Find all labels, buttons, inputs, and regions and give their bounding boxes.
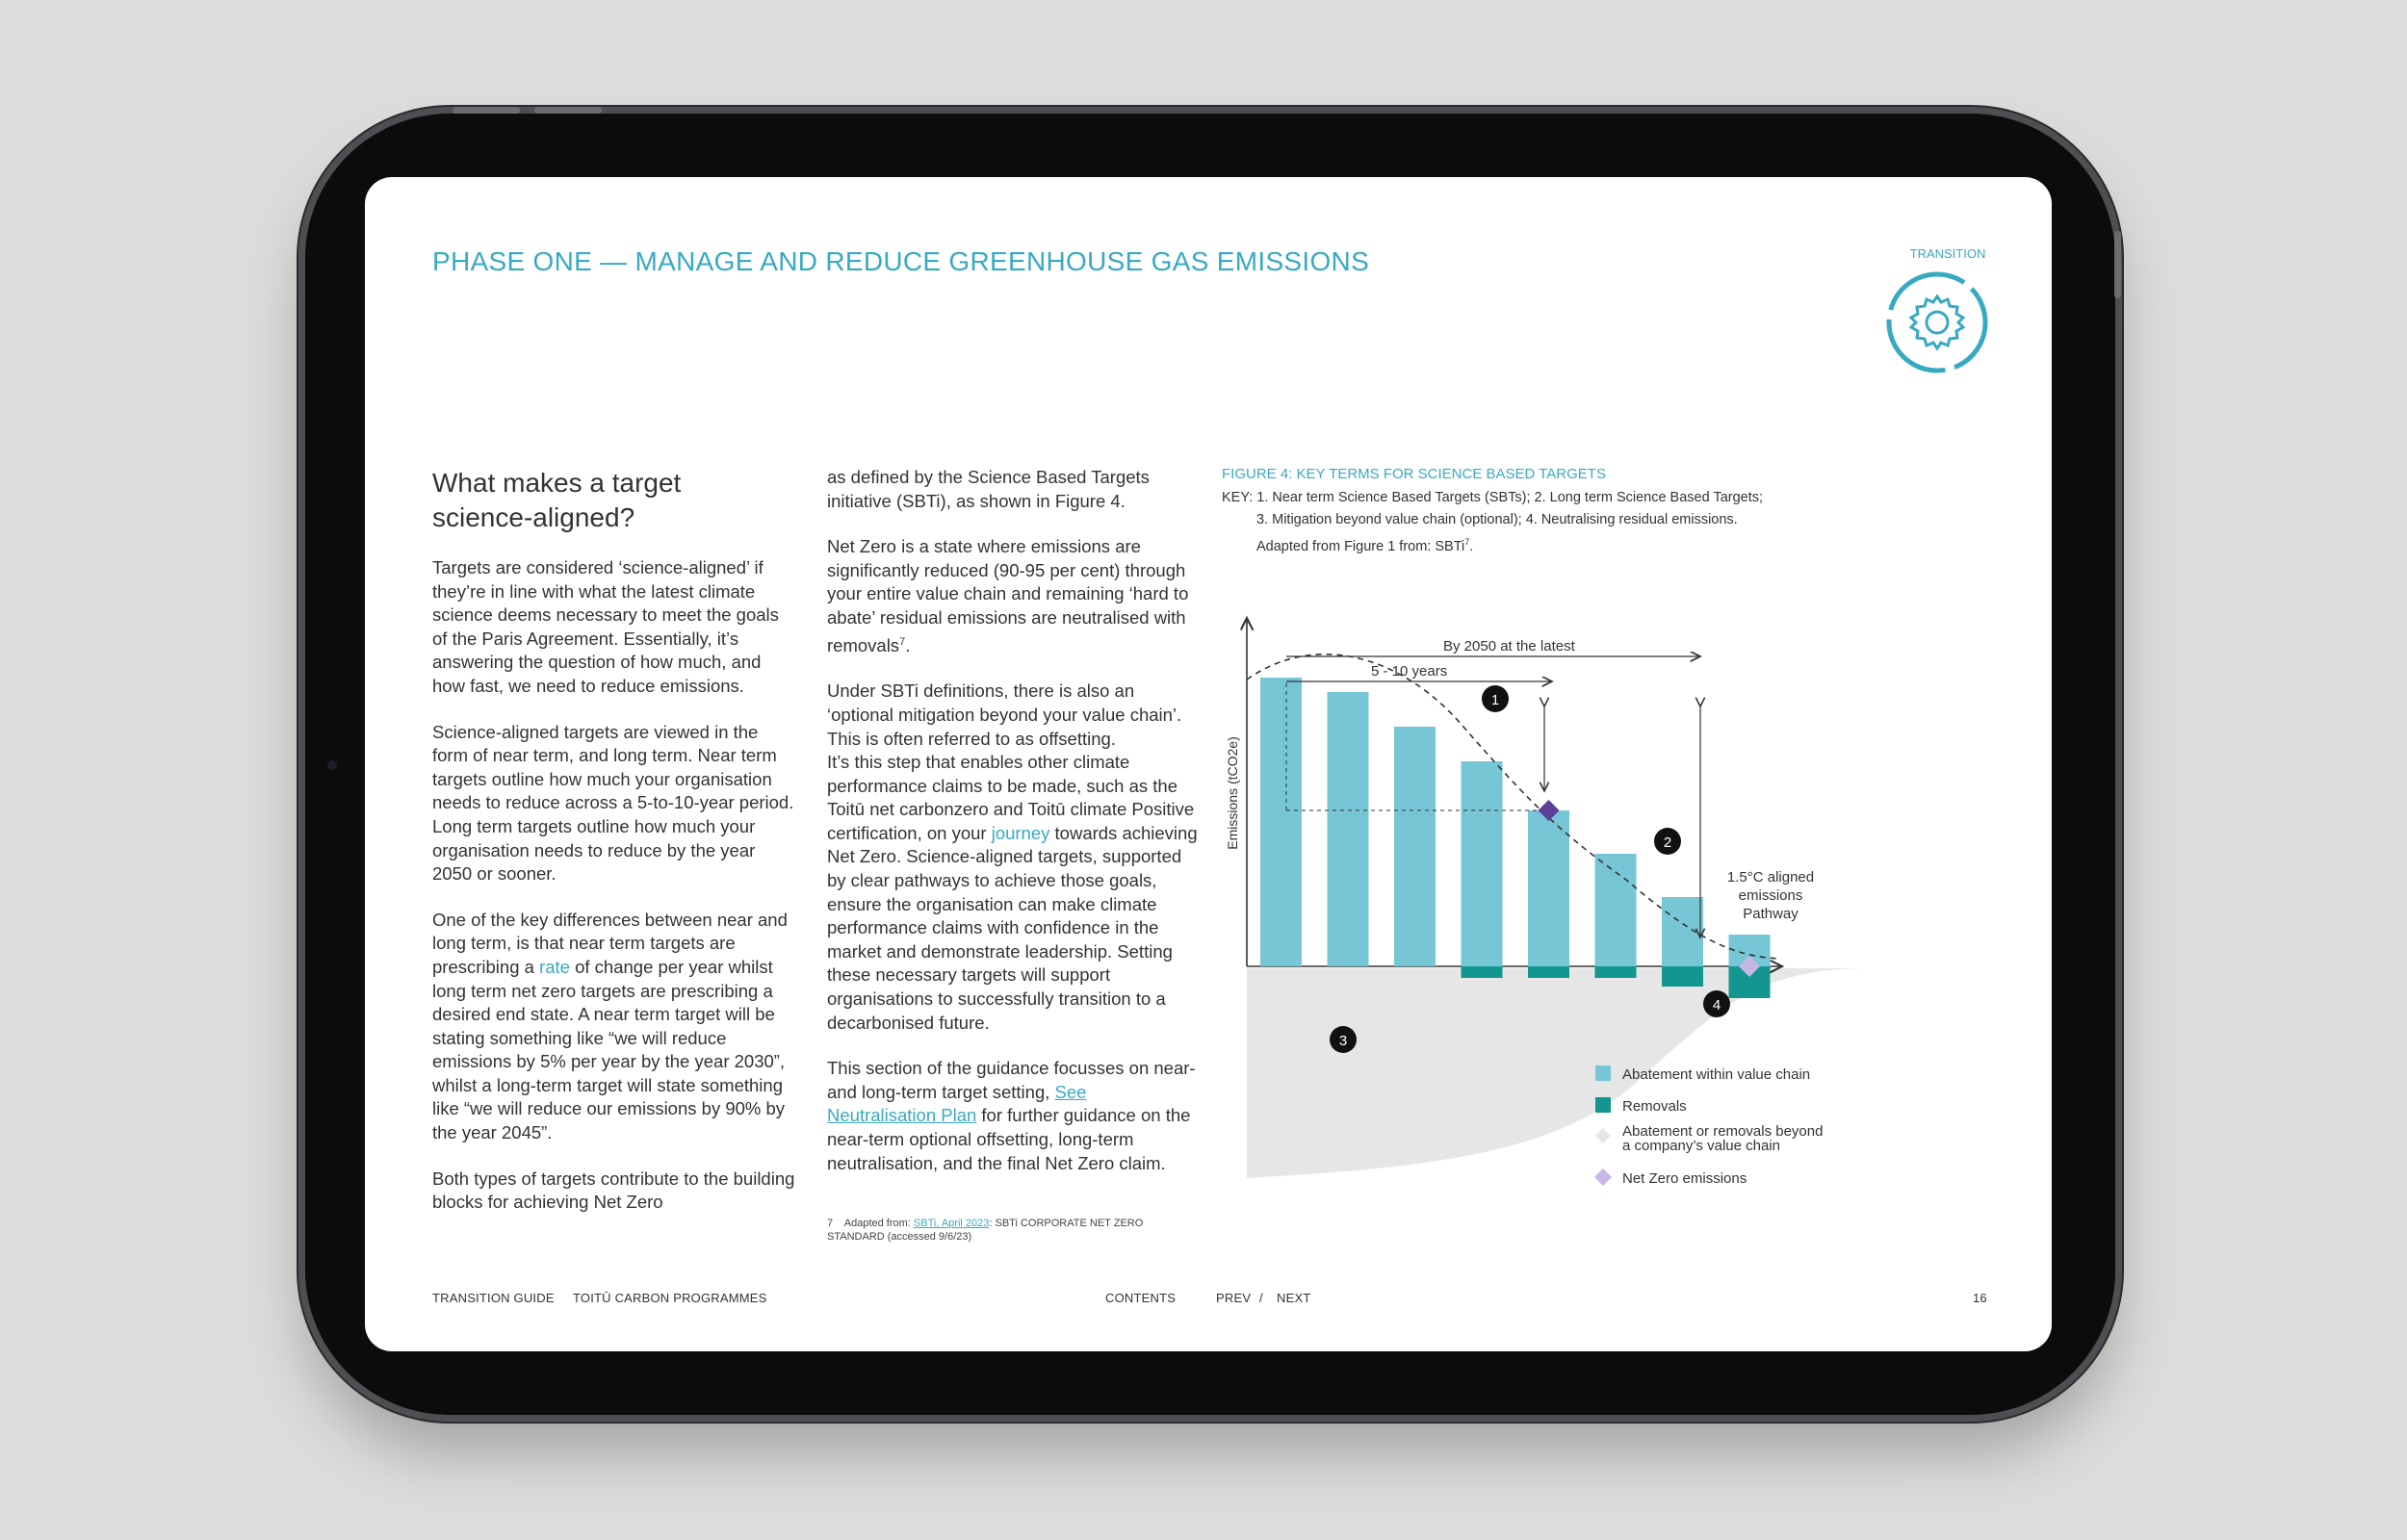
paragraph (827, 1057, 1198, 1175)
bar-removals-6 (1595, 966, 1637, 978)
key-line-3-text: Adapted from Figure 1 from: SBTi (1256, 538, 1465, 554)
legend-label-beyond-1: Abatement or removals beyond (1622, 1123, 1824, 1140)
paragraph: Targets are considered ‘science-aligned’ if they’re in line with what the latest climate science deems necessary to meet the goals of the Paris Agreement. Essentially, it’s answering the question of how much, and how fast, we need to reduce emissions. (432, 557, 779, 696)
key-line-1: KEY: 1. Near term Science Based Targets (SBTs); 2. Long term Science Based Targets; (1222, 490, 1764, 505)
near-term-label: 5 - 10 years (1371, 663, 1448, 680)
bar-abatement-4 (1462, 761, 1503, 966)
volume-button-bottom (534, 107, 602, 114)
svg-text:2: 2 (1663, 834, 1672, 851)
paragraph (827, 535, 1198, 657)
bar-removals-7 (1662, 966, 1703, 987)
legend-label-beyond-2: a company’s value chain (1622, 1138, 1780, 1154)
legend-swatch-abatement (1595, 1065, 1611, 1081)
pathway-label-line-1: 1.5°C aligned (1726, 869, 1815, 886)
transition-gear-icon[interactable] (1884, 270, 1990, 375)
pathway-label-line-3: Pathway (1743, 906, 1799, 922)
marker-1 (1482, 685, 1509, 712)
svg-text:3: 3 (1338, 1033, 1348, 1049)
legend-label-net-zero: Net Zero emissions (1622, 1170, 1747, 1187)
paragraph (432, 909, 798, 1145)
key-line-3 (1222, 531, 1857, 558)
footer-guide-title: TRANSITION GUIDE (432, 1291, 555, 1305)
svg-text:1: 1 (1490, 692, 1500, 708)
paragraph: as defined by the Science Based Targets initiative (SBTi), as shown in Figure 4. (827, 467, 1150, 511)
figure-key (1222, 487, 1857, 558)
paragraph: Both types of targets contribute to the building blocks for achieving Net Zero (432, 1168, 795, 1213)
marker-3 (1330, 1026, 1357, 1053)
legend-label-removals: Removals (1622, 1098, 1687, 1115)
paragraph-text: Under SBTi definitions, there is also an ‘optional mitigation beyond your value chain’. This is often referred to as offsetting. (827, 680, 1182, 749)
contents-link[interactable]: CONTENTS (1105, 1291, 1177, 1305)
text-column-2 (827, 466, 1198, 1197)
footnote-ref: 7 (899, 635, 906, 648)
footnote-number: 7 (827, 1218, 834, 1229)
paragraph-text: . (905, 634, 911, 655)
emissions-chart (1212, 610, 2040, 1188)
footer-programmes: TOITŪ CARBON PROGRAMMES (573, 1291, 767, 1305)
sbti-source-link[interactable]: SBTi, April 2023 (913, 1218, 990, 1229)
bar-abatement-7 (1662, 897, 1703, 966)
heading-line-1: What makes a target (432, 468, 682, 498)
next-link[interactable]: NEXT (1277, 1291, 1311, 1305)
page-number: 16 (1973, 1291, 1987, 1305)
bar-abatement-6 (1595, 854, 1637, 966)
paragraph-text: This section of the guidance focusses on near- and long-term target setting, (827, 1058, 1196, 1102)
paragraph (827, 680, 1198, 1035)
camera-dot (327, 760, 337, 770)
footnote (827, 1217, 1193, 1244)
bar-abatement-2 (1328, 692, 1369, 966)
y-axis-label: Emissions (tCO2e) (1225, 736, 1240, 850)
key-footnote-ref: 7 (1464, 537, 1470, 547)
long-term-label: By 2050 at the latest (1443, 638, 1575, 654)
document-page (365, 177, 2052, 1351)
pathway-label-line-2: emissions (1738, 887, 1803, 904)
rate-link[interactable]: rate (539, 956, 570, 977)
prev-link[interactable]: PREV (1216, 1291, 1252, 1305)
key-line-3-end: . (1469, 538, 1474, 554)
bar-abatement-5 (1528, 810, 1569, 966)
heading-line-2: science-aligned? (432, 502, 635, 532)
figure-title: FIGURE 4: KEY TERMS FOR SCIENCE BASED TARGETS (1222, 466, 1606, 482)
legend-label-abatement: Abatement within value chain (1622, 1066, 1811, 1083)
volume-button-top (453, 107, 520, 114)
paragraph-text: of change per year whilst long term net zero targets are prescribing a desired end state. A near term target will be stating something like “we will reduce emissions by 5% per year by the year 2030”, whilst a long-term target will state something like “we will reduce our emissions by 90% by the year 2045”. (432, 956, 786, 1143)
nav-separator: / (1259, 1291, 1263, 1305)
text-column-1 (432, 466, 798, 1237)
bar-abatement-1 (1260, 678, 1302, 966)
legend-swatch-removals (1595, 1097, 1611, 1113)
section-heading (432, 466, 798, 535)
marker-2 (1654, 828, 1681, 855)
neutralisation-plan-link[interactable]: See Neutralisation Plan (827, 1081, 1087, 1126)
marker-4 (1703, 990, 1730, 1017)
power-button (2114, 231, 2121, 298)
paragraph-text: for further guidance on the near-term optional offsetting, long-term neutralisation, and the final Net Zero claim. (827, 1105, 1191, 1173)
paragraph-text: It’s this step that enables other climate performance claims to be made, such as the Toitū net carbonzero and Toitū climate Positive certification, on your (827, 752, 1195, 843)
paragraph-text: towards achieving Net Zero. Science-aligned targets, supported by clear pathways to achieve those goals, ensure the organisation can make climate performance claims with confidence in the market and demonstrate leadership. Setting these necessary targets will support organisations to successfully transition to a decarbonised future. (827, 822, 1198, 1033)
key-line-2: 3. Mitigation beyond value chain (optional); 4. Neutralising residual emissions. (1256, 512, 1738, 527)
footnote-text: : SBTi CORPORATE NET ZERO STANDARD (accessed 9/6/23) (827, 1218, 1144, 1243)
bar-removals-4 (1462, 966, 1503, 978)
legend-swatch-net-zero (1594, 1168, 1612, 1186)
bar-removals-5 (1528, 966, 1569, 978)
journey-link[interactable]: journey (991, 822, 1050, 843)
paragraph-text: One of the key differences between near and long term, is that near term targets are prescribing a (432, 909, 788, 977)
bar-abatement-3 (1394, 727, 1436, 966)
paragraph: Science-aligned targets are viewed in the form of near term, and long term. Near term targets outline how much your organisation needs to reduce across a 5-to-10-year period. Long term targets outline how much your organisation needs to reduce by the year 2050 or sooner. (432, 721, 794, 885)
page-title: PHASE ONE — MANAGE AND REDUCE GREENHOUSE GAS EMISSIONS (432, 246, 1370, 276)
footnote-prefix: Adapted from: (843, 1218, 914, 1229)
svg-text:4: 4 (1712, 997, 1721, 1014)
paragraph-text: Net Zero is a state where emissions are significantly reduced (90-95 per cent) through your entire value chain and remaining ‘hard to abate’ residual emissions are neutralised with removals (827, 536, 1189, 655)
legend-swatch-beyond (1595, 1128, 1611, 1143)
section-badge-label: TRANSITION (1909, 246, 1986, 261)
